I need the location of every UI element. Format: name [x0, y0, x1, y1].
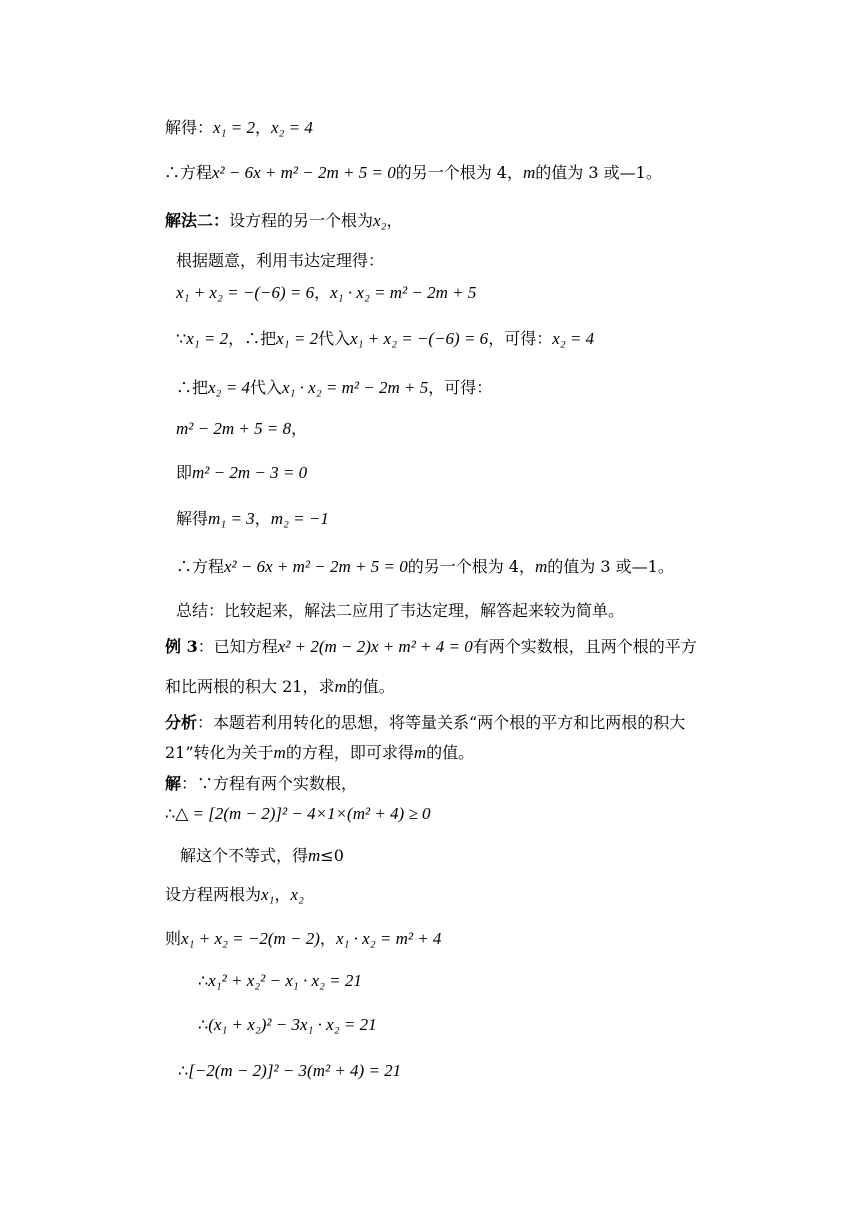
bold-label: 解 — [165, 774, 182, 793]
math-expression: m — [413, 743, 427, 762]
text-span: 总结：比较起来，解法二应用了韦达定理，解答起来较为简单。 — [176, 601, 625, 620]
text-span: ，∴把 — [228, 329, 277, 348]
text-span: ， — [254, 509, 271, 528]
math-expression: x₁ · x₂ = m² − 2m + 5 — [330, 283, 477, 302]
text-span: ：已知方程 — [197, 637, 278, 656]
text-span: ∵ — [176, 329, 187, 348]
text-span: ∴ — [198, 1015, 209, 1034]
math-expression: x₁ — [261, 885, 275, 904]
math-expression: x² − 6x + m² − 2m + 5 = 0 — [224, 557, 408, 576]
text-line — [178, 1060, 401, 1082]
math-expression: x² + 2(m − 2)x + m² + 4 = 0 — [277, 637, 473, 656]
math-expression: x₁ + x₂ = −(−6) = 6 — [350, 329, 489, 348]
math-expression: m₁ = 3 — [208, 509, 255, 528]
text-span: 则 — [165, 929, 182, 948]
text-line — [176, 377, 492, 399]
text-line — [176, 328, 594, 350]
math-expression: m² − 2m − 3 = 0 — [192, 463, 308, 482]
bold-label: 分析 — [165, 713, 198, 732]
text-span: ∴ — [178, 1061, 189, 1080]
text-span: ， — [254, 118, 271, 137]
math-expression: x₁ = 2 — [276, 329, 319, 348]
text-span: ， — [274, 885, 291, 904]
math-expression: m — [308, 846, 321, 865]
math-expression: x₂ — [290, 885, 304, 904]
math-expression: m — [535, 557, 548, 576]
math-expression: x₁ + x₂ = −2(m − 2) — [181, 929, 320, 948]
text-line — [176, 282, 476, 304]
text-line — [176, 250, 384, 272]
text-span: 代入 — [318, 329, 351, 348]
text-span: ∴ — [198, 971, 209, 990]
text-span: 解得： — [165, 118, 214, 137]
math-expression: x₁ + x₂ = −(−6) = 6 — [176, 283, 315, 302]
text-span: 解这个不等式，得 — [180, 846, 309, 865]
math-expression: △ = [2(m − 2)]² − 4×1×(m² + 4) ≥ 0 — [175, 804, 431, 823]
text-line — [180, 845, 344, 867]
text-line — [165, 676, 395, 698]
math-expression: x² − 6x + m² − 2m + 5 = 0 — [212, 163, 396, 182]
math-expression: x₂ = 4 — [552, 329, 595, 348]
text-span: 的方程，即可求得 — [285, 743, 414, 762]
math-expression: x₁ · x₂ = m² − 2m + 5 — [281, 378, 429, 397]
text-span: 21”转化为关于 — [165, 743, 274, 762]
text-line — [165, 636, 697, 658]
text-span: ∴把 — [176, 378, 209, 397]
text-span: ∴ — [165, 804, 176, 823]
text-span: 即 — [176, 463, 193, 482]
text-line — [165, 210, 403, 232]
text-span: 设方程的另一个根为 — [229, 211, 374, 230]
text-span: ，可得： — [488, 329, 553, 348]
text-span: 有两个实数根，且两个根的平方 — [472, 637, 697, 656]
text-line — [165, 742, 474, 764]
text-span: ， — [319, 929, 336, 948]
text-span: ：∵方程有两个实数根， — [181, 774, 358, 793]
math-expression: x₁ · x₂ = m² + 4 — [335, 929, 442, 948]
text-line — [165, 803, 431, 825]
text-span: 的另一个根为 4， — [407, 557, 535, 576]
math-expression: (x₁ + x₂)² − 3x₁ · x₂ = 21 — [208, 1015, 377, 1034]
text-line — [176, 556, 674, 578]
text-line — [164, 162, 662, 184]
math-expression: [−2(m − 2)]² − 3(m² + 4) = 21 — [188, 1061, 402, 1080]
text-span: ， — [291, 419, 308, 438]
text-line — [176, 600, 624, 622]
math-expression: m — [273, 743, 286, 762]
math-expression: x₂ — [373, 211, 387, 230]
text-line — [165, 117, 313, 139]
text-line — [176, 508, 329, 530]
text-span: 的值为 3 或—1。 — [547, 557, 674, 576]
text-span: ：本题若利用转化的思想，将等量关系“两个根的平方和比两根的积大 — [197, 713, 686, 732]
text-span: 的另一个根为 4， — [395, 163, 523, 182]
text-line — [165, 712, 685, 734]
text-span: 代入 — [249, 378, 282, 397]
math-expression: x₁ = 2 — [213, 118, 255, 137]
text-span: ， — [314, 283, 331, 302]
text-line — [198, 970, 362, 992]
text-span: 的值。 — [346, 677, 395, 696]
text-span: ∴方程 — [164, 163, 213, 182]
math-expression: x₁² + x₂² − x₁ · x₂ = 21 — [208, 971, 362, 990]
bold-label: 解法二： — [165, 211, 230, 230]
text-line — [165, 928, 441, 950]
text-line — [176, 418, 307, 440]
math-expression: m² − 2m + 5 = 8 — [176, 419, 292, 438]
math-expression: m₂ = −1 — [270, 509, 329, 528]
text-span: ，可得： — [428, 378, 493, 397]
text-line — [176, 462, 307, 484]
text-span: ≤0 — [320, 846, 344, 865]
text-span: 和比两根的积大 21，求 — [165, 677, 335, 696]
math-expression: x₂ = 4 — [208, 378, 250, 397]
text-line — [165, 773, 357, 795]
text-span: 根据题意，利用韦达定理得： — [176, 251, 385, 270]
bold-label: 例 3 — [165, 637, 198, 656]
math-expression: m — [334, 677, 347, 696]
math-expression: m — [523, 163, 536, 182]
text-span: 解得 — [176, 509, 209, 528]
text-line — [198, 1014, 377, 1036]
math-expression: x₁ = 2 — [186, 329, 229, 348]
math-expression: x₂ = 4 — [270, 118, 313, 137]
text-span: ∴方程 — [176, 557, 225, 576]
text-span: ， — [386, 211, 403, 230]
text-line — [165, 884, 304, 906]
text-span: 的值。 — [426, 743, 475, 762]
text-span: 的值为 3 或—1。 — [535, 163, 662, 182]
text-span: 设方程两根为 — [165, 885, 262, 904]
